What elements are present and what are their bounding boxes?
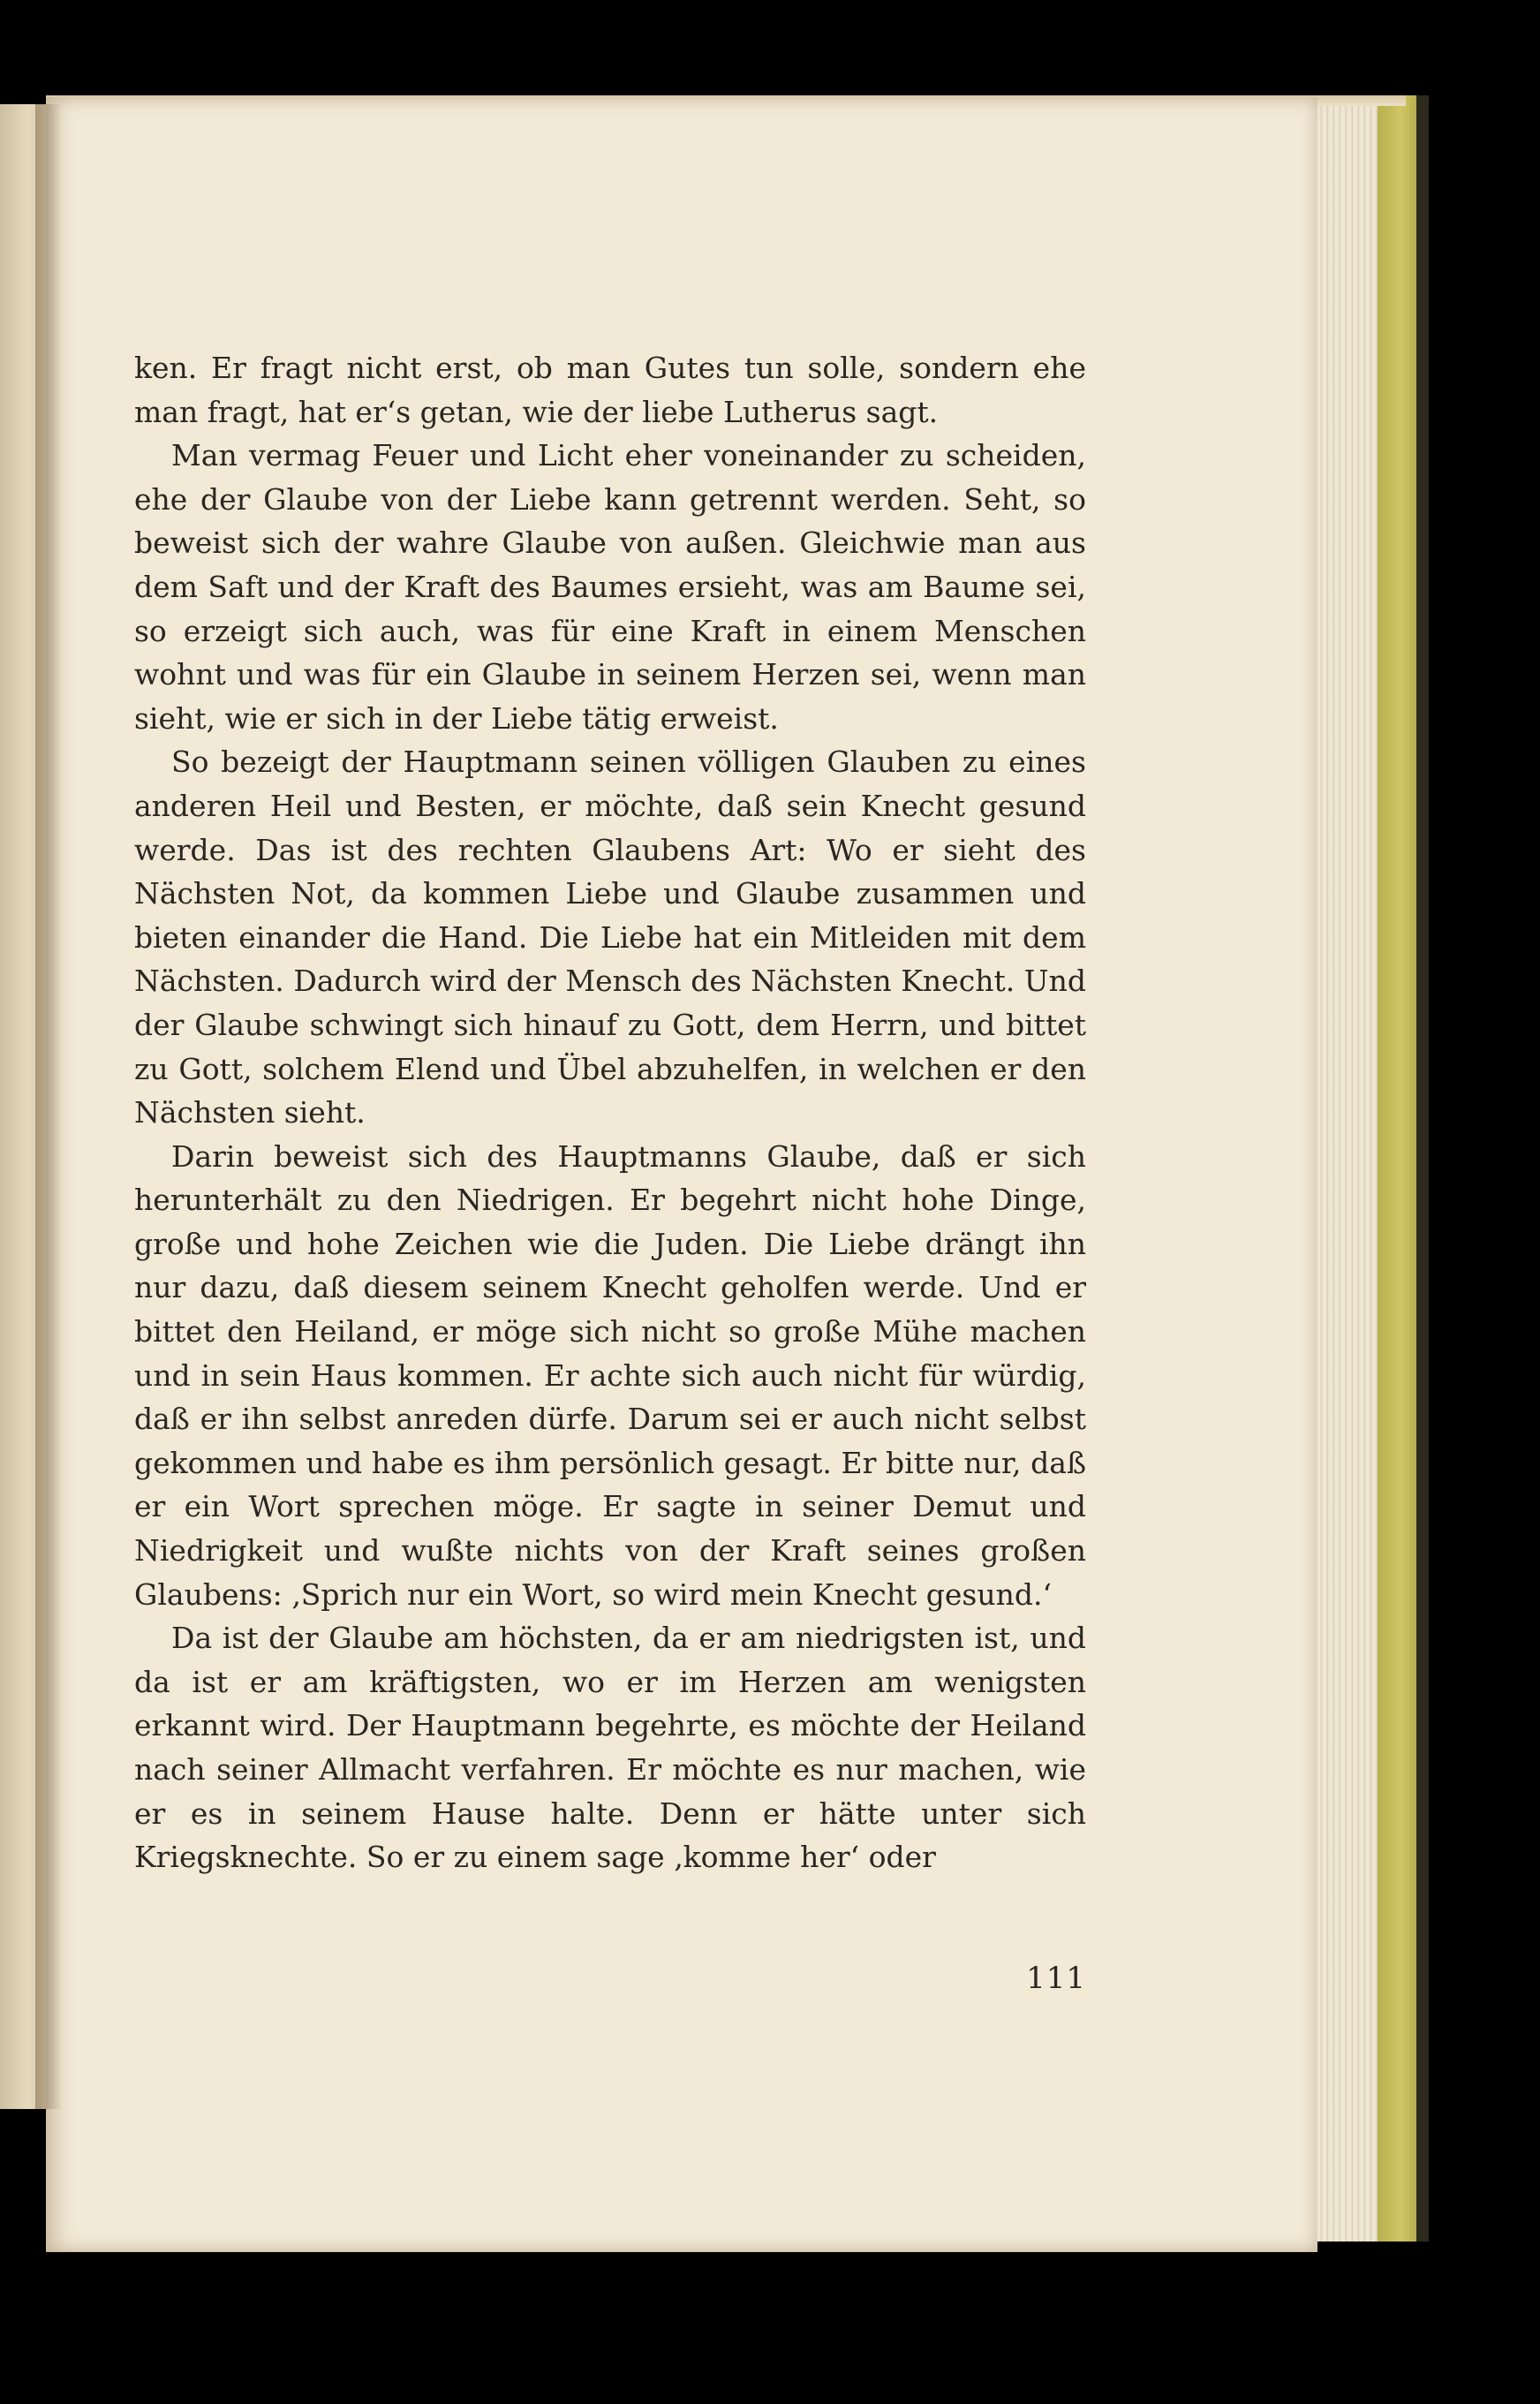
- body-text: [134, 346, 1086, 1879]
- binding-shadow: [35, 104, 62, 2109]
- paragraph: Da ist der Glaube am höchsten, da er am niedrigsten ist, und da ist er am kräftigsten, wo er im Herzen am wenigsten erkannt wird. Der Hauptmann begehrte, es möchte der Heiland nach seiner Allmacht verfahren. Er möchte es nur machen, wie er es in seinem Hause halte. Denn er hätte unter sich Kriegsknechte. So er zu einem sage ‚komme her‘ oder: [134, 1621, 1086, 1875]
- paragraph: So bezeigt der Hauptmann seinen völligen Glauben zu eines anderen Heil und Besten, er möchte, daß sein Knecht gesund werde. Das ist des rechten Glaubens Art: Wo er sieht des Nächsten Not, da kommen Liebe und Glaube zusammen und bieten einander die Hand. Die Liebe hat ein Mitleiden mit dem Nächsten. Dadurch wird der Mensch des Nächsten Knecht. Und der Glaube schwingt sich hinauf zu Gott, dem Herrn, und bittet zu Gott, solchem Elend und Übel abzuhelfen, in welchen er den Nächsten sieht.: [134, 745, 1086, 1130]
- paragraph: Darin beweist sich des Hauptmanns Glaube, daß er sich herunterhält zu den Niedrigen. Er begehrt nicht hohe Dinge, große und hohe Zeichen wie die Juden. Die Liebe drängt ihn nur dazu, daß diesem seinem Knecht geholfen werde. Und er bittet den Heiland, er möge sich nicht so große Mühe machen und in sein Haus kommen. Er achte sich auch nicht für würdig, daß er ihn selbst anreden dürfe. Darum sei er auch nicht selbst gekommen und habe es ihm persönlich gesagt. Er bitte nur, daß er ein Wort sprechen möge. Er sagte in seiner Demut und Niedrigkeit und wußte nichts von der Kraft seines großen Glaubens: ‚Sprich nur ein Wort, so wird mein Knecht gesund.‘: [134, 1138, 1086, 1612]
- cover-shadow: [1416, 95, 1429, 2241]
- paragraph: ken. Er fragt nicht erst, ob man Gutes tun solle, sondern ehe man fragt, hat er‘s getan, wie der liebe Lutherus sagt.: [134, 351, 1086, 429]
- page-number: 111: [1026, 1961, 1086, 1996]
- paragraph: Man vermag Feuer und Licht eher voneinander zu scheiden, ehe der Glaube von der Liebe kann getrennt werden. Seht, so beweist sich der wahre Glaube von außen. Gleichwie man aus dem Saft und der Kraft des Baumes ersieht, was am Baume sei, so erzeigt sich auch, was für eine Kraft in einem Menschen wohnt und was für ein Glaube in seinem Herzen sei, wenn man sieht, wie er sich in der Liebe tätig erweist.: [134, 438, 1086, 736]
